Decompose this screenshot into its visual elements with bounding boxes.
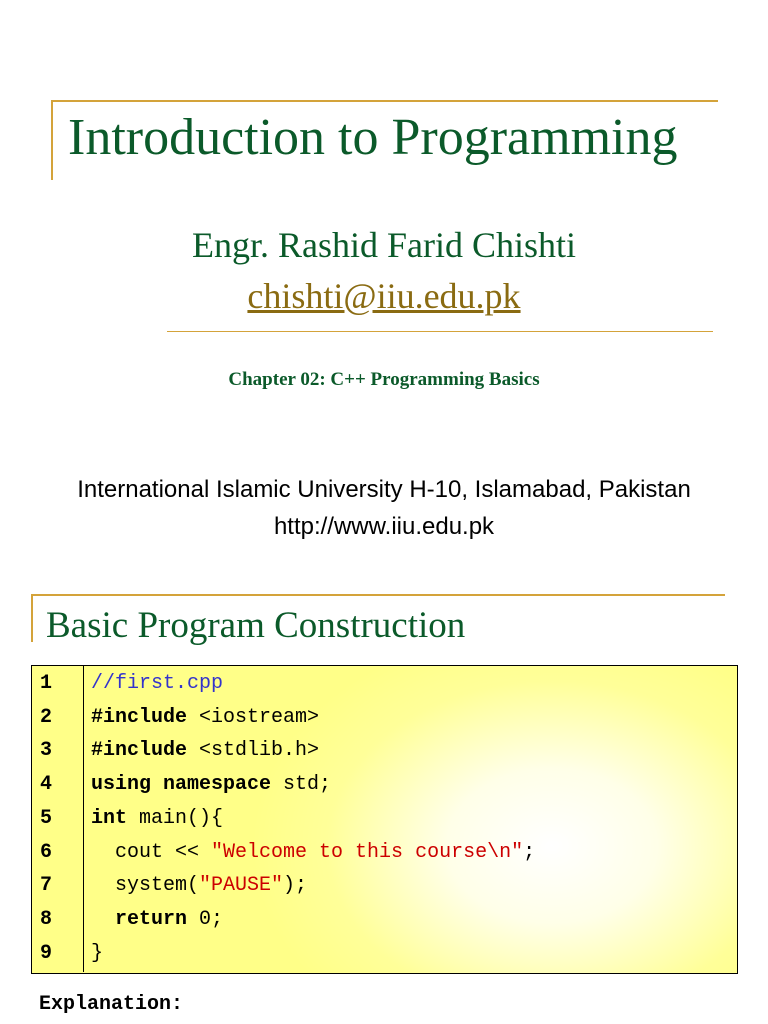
line-number: 6: [40, 840, 53, 864]
author-name: Engr. Rashid Farid Chishti: [191, 225, 576, 265]
code-token: //first.cpp: [91, 672, 224, 695]
line-number: 8: [40, 907, 53, 931]
code-token: main(){: [127, 806, 224, 830]
code-token: );: [283, 874, 308, 898]
line-number: 3: [40, 739, 53, 763]
code-token: 0;: [187, 907, 224, 931]
code-token: cout <<: [91, 840, 212, 864]
code-token: "Welcome to this course\n": [211, 840, 524, 864]
slide2-title: Basic Program Construction: [46, 605, 466, 646]
line-number: 7: [40, 874, 53, 898]
line-number: 9: [40, 941, 53, 965]
line-number: 5: [40, 806, 53, 830]
line-number: 1: [40, 672, 53, 695]
email-line: [0, 275, 768, 317]
email-link[interactable]: chishti@iiu.edu.pk: [247, 276, 521, 316]
code-token: #include: [91, 739, 188, 763]
code-token: ;: [523, 840, 536, 864]
code-token: #include: [91, 705, 188, 729]
code-token: <stdlib.h>: [187, 739, 320, 763]
code-token: int: [91, 806, 128, 830]
chapter-heading: Chapter 02: C++ Programming Basics: [228, 369, 540, 390]
slide-title: Introduction to Programming: [68, 109, 678, 166]
code-token: system(: [91, 874, 200, 898]
code-token: return: [115, 907, 188, 931]
code-token: using namespace: [91, 773, 272, 797]
line-number-gutter: [31, 665, 84, 972]
code-token: std;: [271, 773, 332, 797]
line-number: 4: [40, 773, 53, 797]
code-token: "PAUSE": [199, 874, 284, 898]
divider-rule: [167, 331, 713, 332]
code-token: }: [91, 941, 104, 965]
line-number: 2: [40, 705, 53, 729]
code-listing: [31, 665, 738, 974]
university-url: http://www.iiu.edu.pk: [273, 513, 495, 540]
explanation-label: Explanation:: [39, 993, 184, 1016]
code-token: <iostream>: [187, 705, 320, 729]
university-name: International Islamic University H-10, Islamabad, Pakistan: [77, 476, 691, 503]
